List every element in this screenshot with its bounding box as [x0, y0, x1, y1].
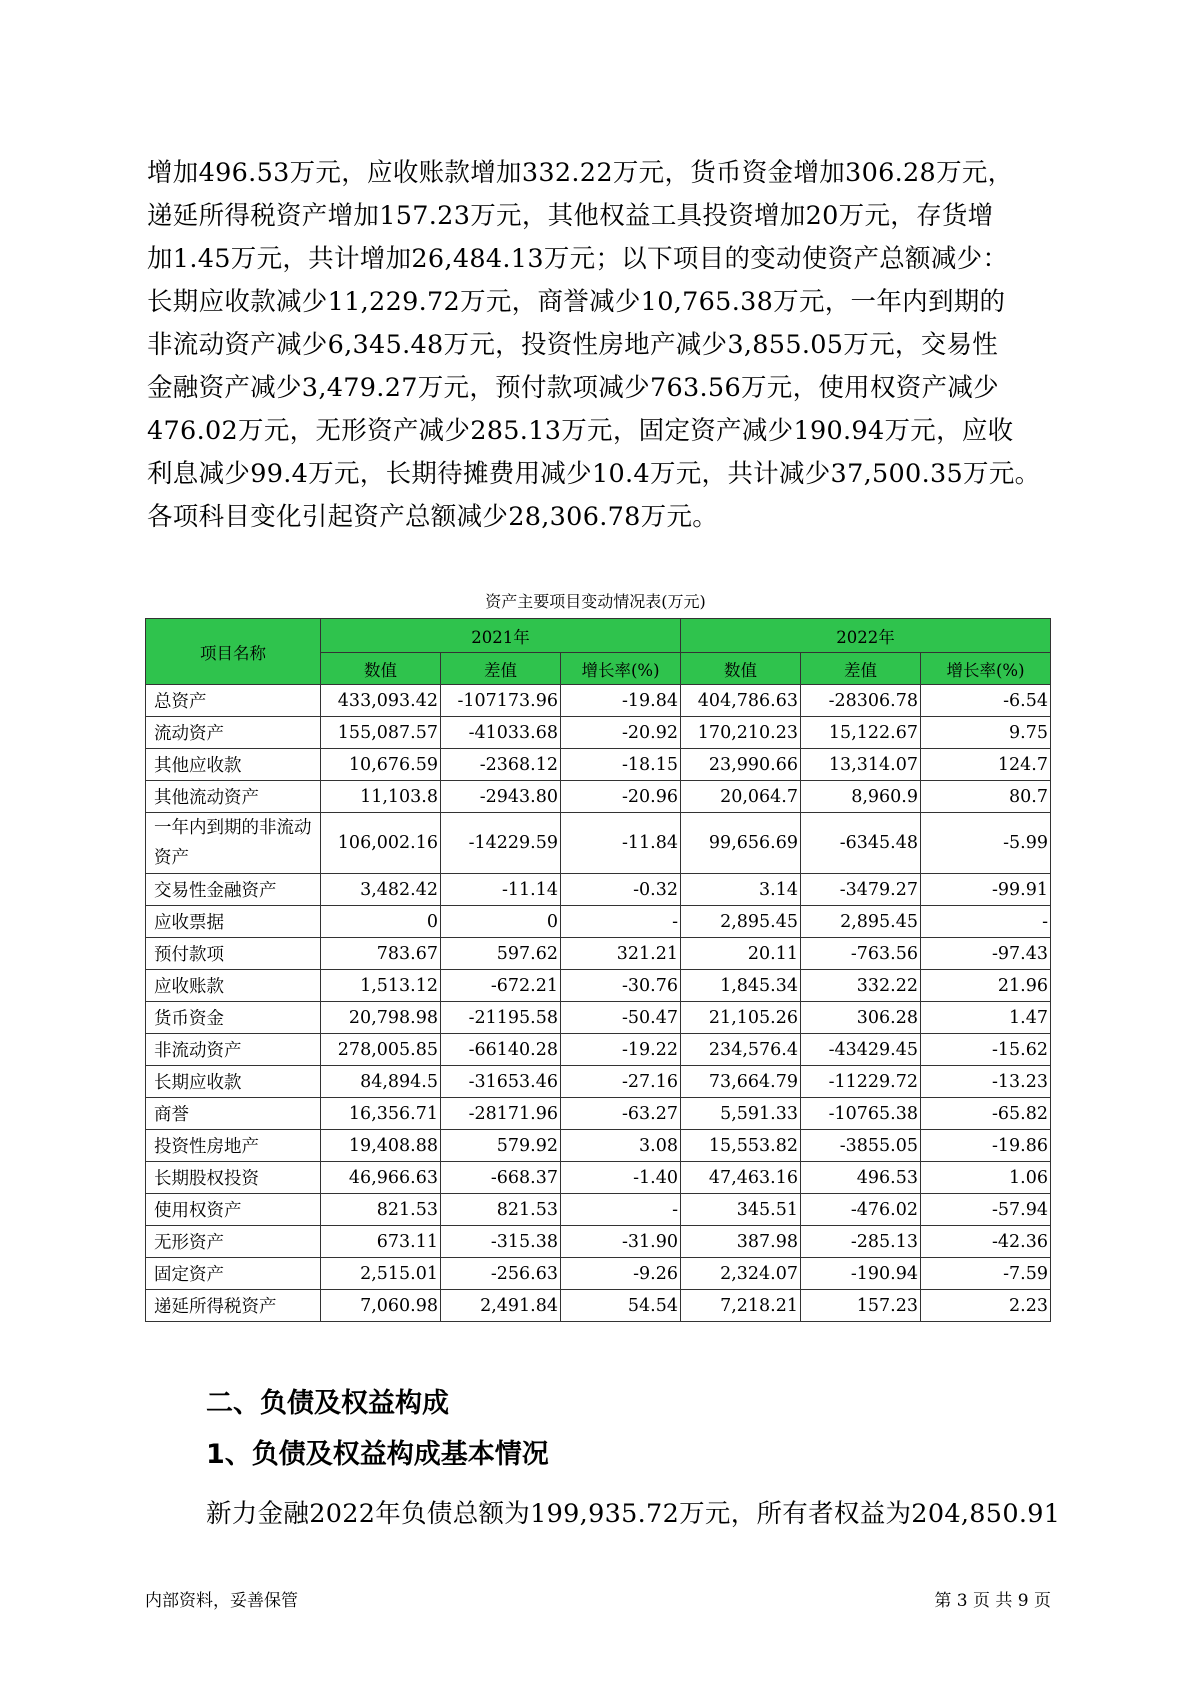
header-growth-rate: 增长率(%) [561, 653, 681, 685]
row-label: 流动资产 [146, 717, 321, 749]
table-cell: - [921, 906, 1051, 938]
paragraph-line: 递延所得税资产增加157.23万元，其他权益工具投资增加20万元，存货增 [147, 201, 994, 231]
table-cell: 496.53 [801, 1162, 921, 1194]
table-cell: -15.62 [921, 1034, 1051, 1066]
table-cell: 20,064.7 [681, 781, 801, 813]
table-cell: 13,314.07 [801, 749, 921, 781]
table-cell: 46,966.63 [321, 1162, 441, 1194]
table-cell: 0 [441, 906, 561, 938]
section-heading: 二、负债及权益构成 [206, 1388, 449, 1419]
table-cell: 2,515.01 [321, 1258, 441, 1290]
row-label: 无形资产 [146, 1226, 321, 1258]
table-cell: 2,895.45 [681, 906, 801, 938]
table-cell: -3479.27 [801, 874, 921, 906]
header-value: 数值 [681, 653, 801, 685]
table-cell: -256.63 [441, 1258, 561, 1290]
table-cell: 21,105.26 [681, 1002, 801, 1034]
table-cell: 73,664.79 [681, 1066, 801, 1098]
row-label: 非流动资产 [146, 1034, 321, 1066]
paragraph-line: 各项科目变化引起资产总额减少28,306.78万元。 [147, 502, 719, 532]
table-cell: -11.14 [441, 874, 561, 906]
table-cell: 23,990.66 [681, 749, 801, 781]
table-cell: -50.47 [561, 1002, 681, 1034]
table-cell: -41033.68 [441, 717, 561, 749]
table-cell: 278,005.85 [321, 1034, 441, 1066]
paragraph-line: 长期应收款减少11,229.72万元，商誉减少10,765.38万元，一年内到期的 [147, 287, 1006, 317]
table-cell: 155,087.57 [321, 717, 441, 749]
table-cell: 821.53 [441, 1194, 561, 1226]
paragraph-line: 非流动资产减少6,345.48万元，投资性房地产减少3,855.05万元，交易性 [147, 330, 999, 360]
table-cell: - [561, 906, 681, 938]
body-line: 新力金融2022年负债总额为199,935.72万元，所有者权益为204,850.91 [206, 1499, 1061, 1529]
table-cell: 106,002.16 [321, 813, 441, 874]
row-label: 固定资产 [146, 1258, 321, 1290]
table-row [146, 1130, 1051, 1162]
table-cell: -5.99 [921, 813, 1051, 874]
table-cell: 84,894.5 [321, 1066, 441, 1098]
table-cell: 387.98 [681, 1226, 801, 1258]
header-growth-rate: 增长率(%) [921, 653, 1051, 685]
table-cell: 306.28 [801, 1002, 921, 1034]
row-label: 货币资金 [146, 1002, 321, 1034]
table-cell: 673.11 [321, 1226, 441, 1258]
table-cell: 783.67 [321, 938, 441, 970]
table-cell: -3855.05 [801, 1130, 921, 1162]
table-cell: - [561, 1194, 681, 1226]
table-cell: 5,591.33 [681, 1098, 801, 1130]
table-row [146, 1034, 1051, 1066]
table-cell: -30.76 [561, 970, 681, 1002]
table-cell: -0.32 [561, 874, 681, 906]
table-cell: -668.37 [441, 1162, 561, 1194]
table-cell: 19,408.88 [321, 1130, 441, 1162]
table-row [146, 1066, 1051, 1098]
table-cell: -763.56 [801, 938, 921, 970]
table-cell: -672.21 [441, 970, 561, 1002]
table-cell: -31.90 [561, 1226, 681, 1258]
table-cell: 0 [321, 906, 441, 938]
table-row [146, 717, 1051, 749]
table-row [146, 1002, 1051, 1034]
table-cell: -6.54 [921, 685, 1051, 717]
table-cell: -19.86 [921, 1130, 1051, 1162]
table-cell: -66140.28 [441, 1034, 561, 1066]
table-cell: 3.08 [561, 1130, 681, 1162]
table-cell: 80.7 [921, 781, 1051, 813]
table-cell: 1.06 [921, 1162, 1051, 1194]
table-cell: 15,122.67 [801, 717, 921, 749]
table-row [146, 813, 1051, 874]
table-row [146, 1194, 1051, 1226]
table-cell: 345.51 [681, 1194, 801, 1226]
row-label: 其他流动资产 [146, 781, 321, 813]
table-cell: 20.11 [681, 938, 801, 970]
table-cell: -315.38 [441, 1226, 561, 1258]
table-cell: -107173.96 [441, 685, 561, 717]
table-cell: 99,656.69 [681, 813, 801, 874]
table-row [146, 685, 1051, 717]
table-row [146, 1098, 1051, 1130]
paragraph [147, 152, 1047, 539]
table-cell: 332.22 [801, 970, 921, 1002]
table-cell: 9.75 [921, 717, 1051, 749]
table-cell: 579.92 [441, 1130, 561, 1162]
table-row [146, 1258, 1051, 1290]
table-cell: 20,798.98 [321, 1002, 441, 1034]
table-cell: -19.84 [561, 685, 681, 717]
page-number: 第 3 页 共 9 页 [934, 1591, 1051, 1611]
table-cell: 124.7 [921, 749, 1051, 781]
table-cell: -20.96 [561, 781, 681, 813]
table-cell: -2368.12 [441, 749, 561, 781]
table-cell: 170,210.23 [681, 717, 801, 749]
table-cell: 7,218.21 [681, 1290, 801, 1322]
table-cell: -43429.45 [801, 1034, 921, 1066]
table-cell: 404,786.63 [681, 685, 801, 717]
table-cell: 15,553.82 [681, 1130, 801, 1162]
header-diff: 差值 [801, 653, 921, 685]
table-cell: 234,576.4 [681, 1034, 801, 1066]
header-value: 数值 [321, 653, 441, 685]
row-label: 其他应收款 [146, 749, 321, 781]
table-row [146, 906, 1051, 938]
table-cell: 2,324.07 [681, 1258, 801, 1290]
table-cell: -65.82 [921, 1098, 1051, 1130]
table-cell: 1.47 [921, 1002, 1051, 1034]
paragraph-line: 加1.45万元，共计增加26,484.13万元；以下项目的变动使资产总额减少： [147, 244, 1009, 274]
table-cell: -190.94 [801, 1258, 921, 1290]
row-label: 商誉 [146, 1098, 321, 1130]
paragraph-line: 利息减少99.4万元，长期待摊费用减少10.4万元，共计减少37,500.35万元。 [147, 459, 1041, 489]
row-label: 投资性房地产 [146, 1130, 321, 1162]
table-cell: 16,356.71 [321, 1098, 441, 1130]
table-cell: -1.40 [561, 1162, 681, 1194]
table-cell: 3.14 [681, 874, 801, 906]
row-label: 递延所得税资产 [146, 1290, 321, 1322]
table-cell: -9.26 [561, 1258, 681, 1290]
table-cell: 54.54 [561, 1290, 681, 1322]
asset-change-table [145, 618, 1051, 1322]
table-cell: -97.43 [921, 938, 1051, 970]
paragraph-line: 金融资产减少3,479.27万元，预付款项减少763.56万元，使用权资产减少 [147, 373, 999, 403]
table-cell: 3,482.42 [321, 874, 441, 906]
table-cell: 2.23 [921, 1290, 1051, 1322]
table-cell: -13.23 [921, 1066, 1051, 1098]
table-cell: -18.15 [561, 749, 681, 781]
table-row [146, 1290, 1051, 1322]
table-row [146, 749, 1051, 781]
row-label: 使用权资产 [146, 1194, 321, 1226]
table-cell: -14229.59 [441, 813, 561, 874]
table-cell: -63.27 [561, 1098, 681, 1130]
table-cell: 10,676.59 [321, 749, 441, 781]
table-cell: 8,960.9 [801, 781, 921, 813]
footer-note: 内部资料，妥善保管 [145, 1591, 298, 1611]
row-label: 预付款项 [146, 938, 321, 970]
table-row [146, 781, 1051, 813]
row-label: 交易性金融资产 [146, 874, 321, 906]
header-year-2022: 2022年 [681, 619, 1051, 653]
header-year-2021: 2021年 [321, 619, 681, 653]
table-cell: -10765.38 [801, 1098, 921, 1130]
table-cell: 47,463.16 [681, 1162, 801, 1194]
table-row [146, 1162, 1051, 1194]
table-cell: -31653.46 [441, 1066, 561, 1098]
row-label: 应收账款 [146, 970, 321, 1002]
paragraph-line: 增加496.53万元，应收账款增加332.22万元，货币资金增加306.28万元， [147, 158, 1014, 188]
table-cell: -2943.80 [441, 781, 561, 813]
table-cell: -11.84 [561, 813, 681, 874]
header-item-name: 项目名称 [146, 619, 321, 685]
row-label: 一年内到期的非流动资产 [146, 813, 321, 874]
table-cell: 1,513.12 [321, 970, 441, 1002]
table-cell: -21195.58 [441, 1002, 561, 1034]
table-cell: -7.59 [921, 1258, 1051, 1290]
table-cell: 7,060.98 [321, 1290, 441, 1322]
row-label: 长期股权投资 [146, 1162, 321, 1194]
table-row [146, 874, 1051, 906]
table-cell: -20.92 [561, 717, 681, 749]
table-cell: 2,491.84 [441, 1290, 561, 1322]
table-cell: -6345.48 [801, 813, 921, 874]
table-cell: -57.94 [921, 1194, 1051, 1226]
table-row [146, 938, 1051, 970]
table-cell: 21.96 [921, 970, 1051, 1002]
table-cell: -28171.96 [441, 1098, 561, 1130]
table-cell: 157.23 [801, 1290, 921, 1322]
table-caption: 资产主要项目变动情况表(万元) [485, 592, 706, 611]
table-cell: -99.91 [921, 874, 1051, 906]
table-cell: -11229.72 [801, 1066, 921, 1098]
table-cell: -42.36 [921, 1226, 1051, 1258]
table-row [146, 970, 1051, 1002]
paragraph-line: 476.02万元，无形资产减少285.13万元，固定资产减少190.94万元，应收 [147, 416, 1014, 446]
table-cell: 11,103.8 [321, 781, 441, 813]
table-cell: 821.53 [321, 1194, 441, 1226]
table-body [146, 685, 1051, 1322]
table-cell: -285.13 [801, 1226, 921, 1258]
subsection-heading: 1、负债及权益构成基本情况 [206, 1439, 549, 1470]
table-cell: -28306.78 [801, 685, 921, 717]
table-cell: 597.62 [441, 938, 561, 970]
table-cell: 321.21 [561, 938, 681, 970]
table-cell: -476.02 [801, 1194, 921, 1226]
table-cell: 2,895.45 [801, 906, 921, 938]
row-label: 长期应收款 [146, 1066, 321, 1098]
table-row [146, 1226, 1051, 1258]
table-cell: 433,093.42 [321, 685, 441, 717]
row-label: 总资产 [146, 685, 321, 717]
table-cell: -27.16 [561, 1066, 681, 1098]
row-label: 应收票据 [146, 906, 321, 938]
header-diff: 差值 [441, 653, 561, 685]
table-cell: -19.22 [561, 1034, 681, 1066]
table-cell: 1,845.34 [681, 970, 801, 1002]
